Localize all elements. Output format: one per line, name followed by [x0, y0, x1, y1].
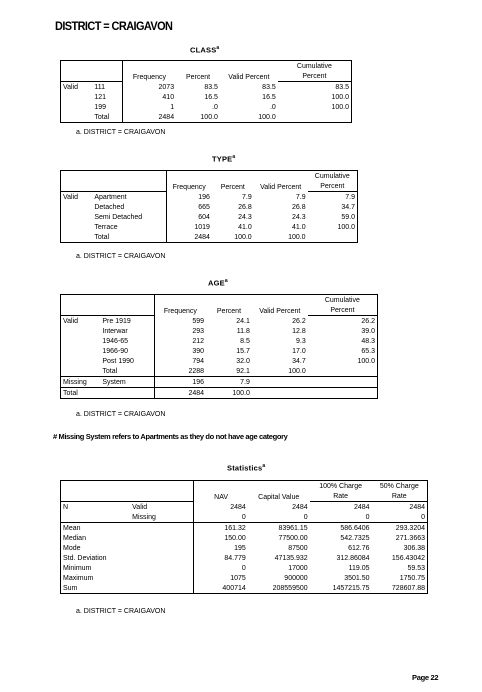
cell-50-charge: 306.38 — [372, 543, 428, 553]
row-label: Mode — [61, 543, 194, 553]
col-valid-percent: Valid Percent — [220, 61, 278, 82]
cell-frequency: 2484 — [166, 232, 212, 243]
cell-valid-percent: 24.3 — [291, 214, 306, 221]
cell-50-charge: 59.53 — [372, 563, 428, 573]
cell-50-charge: 156.43042 — [372, 553, 428, 563]
cell-percent: 7.9 — [206, 377, 252, 388]
cell-cumulative — [278, 112, 352, 123]
cell-frequency: 794 — [154, 356, 206, 366]
cell-valid-percent: 26.8 — [291, 204, 306, 211]
cell-valid-percent: 41.0 — [291, 224, 306, 231]
cell-100-charge: 612.76 — [348, 545, 370, 552]
cell-cumulative: 65.3 — [308, 346, 378, 356]
cell-valid-percent: 17.0 — [292, 348, 306, 355]
cell-100-charge: 3501.50 — [344, 575, 370, 582]
row-label: 199 — [94, 104, 107, 111]
cell-frequency: 1 — [122, 102, 176, 112]
cell-nav: 0 — [194, 512, 248, 523]
cell-capital: 2484 — [292, 504, 308, 511]
table-row — [61, 92, 352, 102]
row-label: Valid — [132, 504, 148, 511]
cell-100-charge: 2484 — [353, 504, 370, 511]
cell-cumulative: 26.2 — [308, 316, 378, 327]
col-100-charge: 100% Charge — [310, 481, 372, 492]
row-group-label: Valid — [61, 82, 93, 93]
cell-valid-percent: 9.3 — [296, 338, 306, 345]
cell-percent: 15.7 — [236, 348, 250, 355]
col-frequency: Frequency — [166, 171, 212, 192]
table-row — [61, 192, 358, 203]
table-row — [61, 316, 378, 327]
cell-frequency: 604 — [166, 212, 212, 222]
row-label: 121 — [94, 94, 107, 101]
cell-frequency: 196 — [154, 377, 206, 388]
cell-capital: 47135.932 — [274, 555, 308, 562]
cell-valid-percent: 16.5 — [262, 94, 276, 101]
cell-capital: 0 — [303, 514, 308, 521]
cell-cumulative: 34.7 — [308, 202, 358, 212]
row-label: 111 — [94, 84, 106, 91]
table-row — [61, 336, 378, 346]
row-group-label: Total — [61, 388, 155, 399]
table-row — [61, 377, 378, 388]
type-table-title: TYPE$^a$ — [212, 154, 236, 164]
cell-cumulative: 83.5 — [278, 82, 352, 93]
cell-capital: 83961.15 — [248, 523, 310, 534]
row-label: Minimum — [61, 563, 194, 573]
cell-frequency: 665 — [166, 202, 212, 212]
cell-valid-percent: 12.8 — [292, 328, 306, 335]
cell-50-charge: 0 — [372, 512, 428, 523]
cell-cumulative: 100.0 — [308, 356, 378, 366]
table-row — [61, 366, 378, 377]
cell-percent: 11.8 — [236, 328, 250, 335]
row-label: Semi Detached — [94, 214, 143, 221]
cell-percent: 100.0 — [176, 112, 220, 123]
page-heading: DISTRICT = CRAIGAVON — [55, 21, 173, 33]
cell-percent: 24.1 — [236, 318, 250, 325]
row-group-label: Valid — [61, 192, 93, 203]
cell-cumulative: 39.0 — [308, 326, 378, 336]
stats-footnote: a. DISTRICT = CRAIGAVON — [76, 608, 166, 615]
cell-valid-percent: .0 — [269, 104, 276, 111]
cell-percent: 32.0 — [236, 358, 250, 365]
table-row — [61, 212, 358, 222]
age-table — [60, 294, 378, 399]
cell-100-charge: 542.7325 — [340, 535, 370, 542]
cell-nav: 400714 — [194, 583, 248, 594]
cell-cumulative — [308, 232, 358, 243]
col-50-charge-rate: Rate — [372, 491, 428, 502]
col-frequency: Frequency — [154, 295, 206, 316]
cell-percent: 7.9 — [241, 194, 252, 201]
cell-50-charge: 271.3663 — [372, 533, 428, 543]
cell-frequency: 410 — [122, 92, 176, 102]
cell-frequency: 196 — [166, 192, 212, 203]
table-row — [61, 502, 428, 513]
page-number: Page 22 — [412, 673, 439, 682]
missing-system-note: # Missing System refers to Apartments as they do not have age category — [53, 432, 288, 441]
table-row — [61, 82, 352, 93]
cell-nav: 2484 — [194, 502, 248, 513]
cell-frequency: 293 — [154, 326, 206, 336]
age-table-title: AGE$^a$ — [208, 278, 228, 288]
cell-valid-percent: 83.5 — [262, 84, 276, 91]
row-label: 1966-90 — [102, 348, 129, 355]
row-label: Apartment — [94, 194, 127, 201]
col-cumulative: Cumulative — [308, 171, 358, 182]
cell-100-charge: 119.05 — [348, 565, 370, 572]
row-label: Sum — [61, 583, 194, 594]
col-percent: Percent — [212, 171, 254, 192]
cell-cumulative: 100.0 — [278, 92, 352, 102]
cell-50-charge: 293.3204 — [372, 523, 428, 534]
stats-table-title: Statistics$^a$ — [227, 463, 266, 473]
cell-cumulative: 100.0 — [278, 102, 352, 112]
col-cumulative-percent: Percent — [278, 71, 352, 82]
cell-nav: 195 — [194, 543, 248, 553]
cell-cumulative: 7.9 — [308, 192, 358, 203]
class-footnote: a. DISTRICT = CRAIGAVON — [76, 129, 166, 136]
cell-50-charge: 2484 — [372, 502, 428, 513]
cell-nav: 150.00 — [194, 533, 248, 543]
table-row — [61, 222, 358, 232]
cell-percent: .0 — [212, 104, 218, 111]
col-valid-percent: Valid Percent — [254, 171, 308, 192]
cell-100-charge: 586.6406 — [310, 523, 372, 534]
col-50-charge: 50% Charge — [372, 481, 428, 492]
col-percent: Percent — [206, 295, 252, 316]
cell-percent: 100.0 — [212, 232, 254, 243]
row-label: Post 1990 — [102, 358, 134, 365]
table-row — [61, 112, 352, 123]
cell-capital: 17000 — [288, 565, 308, 572]
row-label: Maximum — [61, 573, 194, 583]
statistics-table — [60, 480, 428, 594]
cell-percent: 41.0 — [238, 224, 252, 231]
cell-valid-percent: 26.2 — [292, 318, 306, 325]
cell-frequency: 390 — [154, 346, 206, 356]
class-table — [60, 60, 352, 123]
row-label: Total — [102, 368, 118, 375]
cell-nav: 161.32 — [194, 523, 248, 534]
cell-percent: 24.3 — [238, 214, 252, 221]
cell-nav: 1075 — [194, 573, 248, 583]
col-cumulative-percent: Percent — [308, 181, 358, 192]
row-label: Detached — [94, 204, 125, 211]
cell-valid-percent: 100.0 — [288, 368, 306, 375]
col-valid-percent: Valid Percent — [252, 295, 308, 316]
table-row — [61, 533, 428, 543]
row-label: Interwar — [102, 328, 128, 335]
cell-frequency: 2288 — [154, 366, 206, 377]
table-row — [61, 563, 428, 573]
cell-100-charge: 0 — [365, 514, 370, 521]
table-row — [61, 573, 428, 583]
col-percent: Percent — [176, 61, 220, 82]
row-label: Std. Deviation — [61, 553, 194, 563]
cell-cumulative — [308, 366, 378, 377]
cell-cumulative: 59.0 — [308, 212, 358, 222]
col-100-charge-rate: Rate — [310, 491, 372, 502]
cell-capital: 87500 — [288, 545, 308, 552]
cell-nav: 84.779 — [194, 553, 248, 563]
table-row — [61, 326, 378, 336]
row-label: 1946-65 — [102, 338, 129, 345]
table-row — [61, 543, 428, 553]
cell-50-charge: 1750.75 — [372, 573, 428, 583]
table-row — [61, 202, 358, 212]
age-footnote: a. DISTRICT = CRAIGAVON — [76, 411, 166, 418]
col-cumulative: Cumulative — [308, 295, 378, 306]
cell-100-charge: 1457215.75 — [310, 583, 372, 594]
cell-frequency: 599 — [154, 316, 206, 327]
row-label: Mean — [61, 523, 194, 534]
table-row — [61, 346, 378, 356]
cell-cumulative: 100.0 — [308, 222, 358, 232]
table-row — [61, 512, 428, 523]
table-row — [61, 356, 378, 366]
col-nav: NAV — [194, 481, 248, 502]
cell-valid-percent: 34.7 — [292, 358, 306, 365]
cell-frequency: 2484 — [122, 112, 176, 123]
cell-frequency: 1019 — [166, 222, 212, 232]
cell-capital: 208559500 — [248, 583, 310, 594]
row-group-label: Valid — [61, 316, 101, 327]
cell-frequency: 2484 — [154, 388, 206, 399]
cell-nav: 0 — [194, 563, 248, 573]
cell-percent: 8.5 — [240, 338, 250, 345]
table-row — [61, 523, 428, 534]
cell-cumulative: 48.3 — [308, 336, 378, 346]
row-label: Missing — [132, 514, 156, 521]
cell-valid-percent: 100.0 — [220, 112, 278, 123]
cell-frequency: 212 — [154, 336, 206, 346]
table-row — [61, 388, 378, 399]
col-cumulative-percent: Percent — [308, 305, 378, 316]
table-row — [61, 553, 428, 563]
col-capital-value: Capital Value — [248, 481, 310, 502]
row-label: System — [100, 377, 154, 388]
row-group-label: Missing — [61, 377, 101, 388]
row-label: Pre 1919 — [102, 318, 131, 325]
row-label: Total — [92, 112, 122, 123]
row-group-label: N — [61, 502, 131, 513]
table-row — [61, 232, 358, 243]
col-cumulative: Cumulative — [278, 61, 352, 72]
cell-capital: 900000 — [284, 575, 308, 582]
col-frequency: Frequency — [122, 61, 176, 82]
type-footnote: a. DISTRICT = CRAIGAVON — [76, 253, 166, 260]
cell-50-charge: 728607.88 — [372, 583, 428, 594]
cell-frequency: 2073 — [122, 82, 176, 93]
row-label: Total — [92, 232, 166, 243]
cell-capital: 77500.00 — [278, 535, 308, 542]
table-row — [61, 583, 428, 594]
cell-valid-percent: 100.0 — [254, 232, 308, 243]
cell-100-charge: 312.86084 — [336, 555, 370, 562]
row-label: Terrace — [94, 224, 118, 231]
class-table-title: CLASS$^a$ — [190, 45, 220, 55]
cell-percent: 92.1 — [236, 368, 250, 375]
row-label: Median — [61, 533, 194, 543]
cell-valid-percent: 7.9 — [295, 194, 306, 201]
cell-percent: 100.0 — [206, 388, 252, 399]
cell-percent: 26.8 — [238, 204, 252, 211]
cell-percent: 16.5 — [204, 94, 218, 101]
type-table — [60, 170, 358, 243]
cell-percent: 83.5 — [204, 84, 218, 91]
table-row — [61, 102, 352, 112]
